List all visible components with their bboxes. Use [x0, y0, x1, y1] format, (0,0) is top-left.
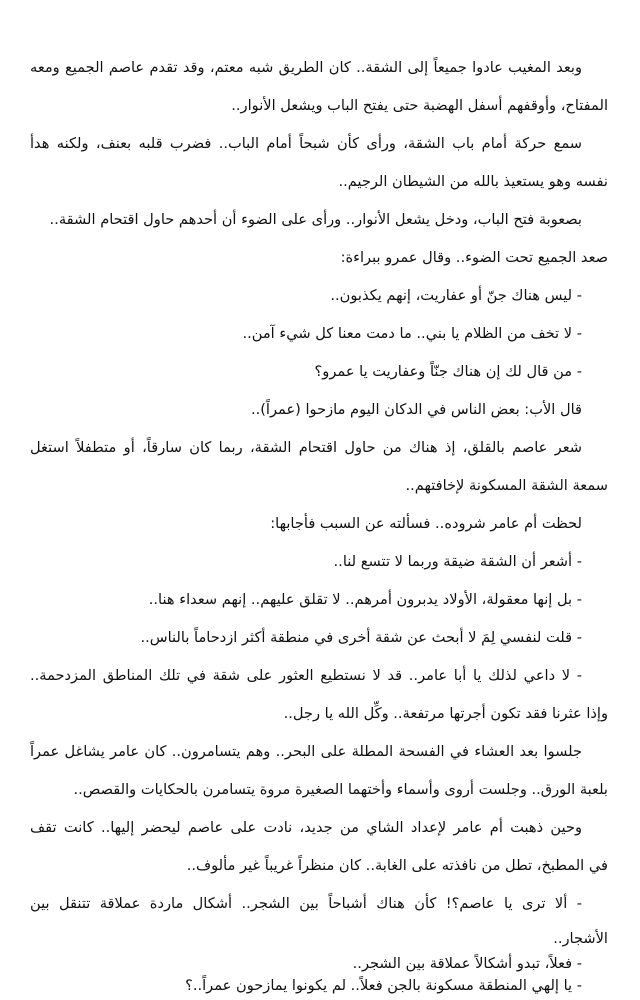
- text-line: بصعوبة فتح الباب، ودخل يشعل الأنوار.. ورأى على الضوء أن أحدهم حاول اقتحام الشقة..: [49, 211, 582, 228]
- text-line: المفتاح، وأوقفهم أسفل الهضبة حتى يفتح الباب ويشعل الأنوار..: [231, 97, 608, 114]
- text-line: - من قال لك إن هناك جنّاً وعفاريت يا عمرو؟: [314, 363, 582, 380]
- text-line: شعر عاصم بالقلق، إذ هناك من حاول اقتحام الشقة، ربما كان سارقاً، أو متطفلاً استغل: [30, 439, 582, 456]
- text-line: سمع حركة أمام باب الشقة، ورأى كأن شبحاً أمام الباب.. فضرب قلبه بعنف، ولكنه هدأ: [30, 135, 582, 152]
- text-line: في المطبخ، تطل من نافذته على الغابة.. كان منظراً غريباً غير مألوف..: [186, 857, 608, 874]
- text-line: - بل إنها معقولة، الأولاد يدبرون أمرهم.. لا تقلق عليهم.. إنهم سعداء هنا..: [148, 591, 582, 608]
- text-line: - قلت لنفسي لِمَ لا أبحث عن شقة أخرى في منطقة أكثر ازدحاماً بالناس..: [140, 629, 582, 646]
- text-line: لحظت أم عامر شروده.. فسألته عن السبب فأجابها:: [270, 515, 582, 532]
- text-line: بلعبة الورق.. وجلست أروى وأسماء وأختهما الصغيرة مروة يتسامرن بالحكايات والقصص..: [73, 781, 608, 798]
- text-line: - لا تخف من الظلام يا بني.. ما دمت معنا كل شيء آمن..: [242, 325, 582, 342]
- text-line: الأشجار..: [553, 930, 608, 947]
- text-line: قال الأب: بعض الناس في الدكان اليوم مازحوا (عمراً)..: [250, 401, 582, 418]
- text-line: وإذا عثرنا فقد تكون أجرتها مرتفعة.. وكِّل الله يا رجل..: [283, 705, 608, 722]
- text-line: - فعلاً، تبدو أشكالاً عملاقة بين الشجر..: [352, 955, 582, 972]
- text-line: جلسوا بعد العشاء في الفسحة المطلة على البحر.. وهم يتسامرون.. كان عامر يشاغل عمراً: [30, 743, 582, 760]
- text-line: - يا إلهي المنطقة مسكونة بالجن فعلاً.. لم يكونوا يمازحون عمراً..؟: [185, 977, 582, 994]
- text-line: - لا داعي لذلك يا أبا عامر.. قد لا نستطيع العثور على شقة في تلك المناطق المزدحمة..: [30, 667, 582, 684]
- text-line: - ألا ترى يا عاصم؟! كأن هناك أشباحاً بين الشجر.. أشكال ماردة عملاقة تتنقل بين: [30, 895, 582, 912]
- text-line: سمعة الشقة المسكونة لإخافتهم..: [405, 477, 608, 494]
- text-line: صعد الجميع تحت الضوء.. وقال عمرو ببراءة:: [340, 249, 608, 266]
- text-line: - أشعر أن الشقة ضيقة وربما لا تتسع لنا..: [333, 553, 582, 570]
- text-line: نفسه وهو يستعيذ بالله من الشيطان الرجيم..: [338, 173, 608, 190]
- text-line: وحين ذهبت أم عامر لإعداد الشاي من جديد، نادت على عاصم ليحضر إليها.. كانت تقف: [30, 819, 582, 836]
- text-line: وبعد المغيب عادوا جميعاً إلى الشقة.. كان الطريق شبه معتم، وقد تقدم عاصم الجميع ومعه: [30, 59, 582, 76]
- text-line: - ليس هناك جنّ أو عفاريت، إنهم يكذبون..: [330, 287, 582, 304]
